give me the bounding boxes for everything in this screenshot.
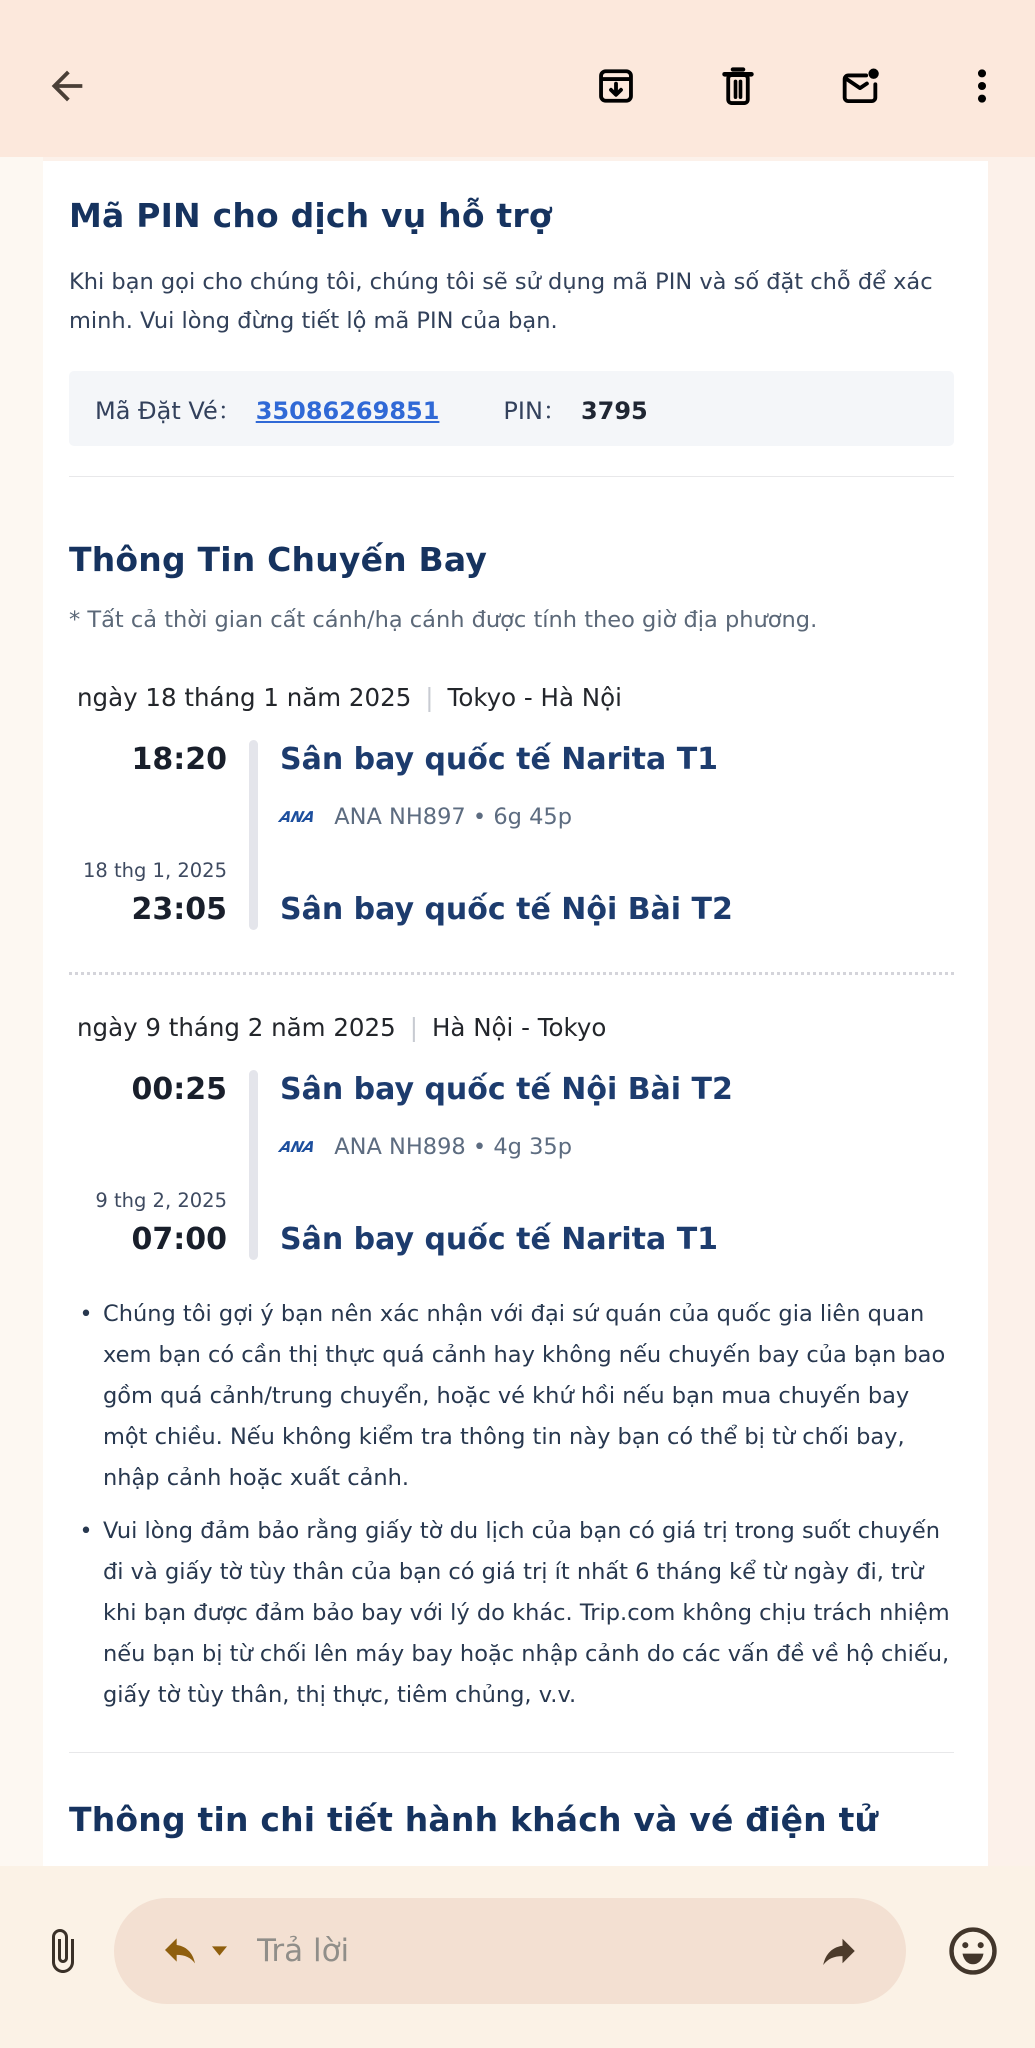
- pin-value: 3795: [580, 397, 648, 425]
- timeline-bar: [249, 1070, 258, 1260]
- carrier-info: [277, 804, 954, 830]
- departure-airport: Sân bay quốc tế Nội Bài T2: [280, 1072, 733, 1107]
- timeline-bar: [249, 740, 258, 930]
- paperclip-icon: [38, 1927, 86, 1975]
- booking-pin-box: [69, 371, 954, 446]
- segment-route: Hà Nội - Tokyo: [431, 1013, 607, 1042]
- departure-airport: Sân bay quốc tế Narita T1: [280, 742, 719, 777]
- list-item: [69, 1511, 954, 1716]
- segment-divider: [69, 972, 954, 975]
- carrier-text: ANA NH898 • 4g 35p: [334, 1134, 572, 1160]
- route-separator: |: [409, 1013, 418, 1042]
- arrow-back-icon: [44, 63, 90, 109]
- appbar-actions: [593, 63, 1005, 109]
- attach-file-button[interactable]: [38, 1927, 86, 1975]
- segment-date-route: [69, 1013, 954, 1042]
- local-time-note: * Tất cả thời gian cất cánh/hạ cánh được tính theo giờ địa phương.: [69, 607, 818, 633]
- app-bar: [0, 0, 1035, 157]
- flight-section-title: Thông Tin Chuyến Bay: [69, 540, 488, 579]
- departure-time: 00:25: [131, 1072, 227, 1107]
- back-button[interactable]: [44, 63, 90, 109]
- mark-unread-button[interactable]: [837, 63, 883, 109]
- email-scroll-area[interactable]: [0, 157, 1035, 2048]
- booking-code-link[interactable]: 35086269851: [255, 397, 440, 425]
- emoji-button[interactable]: [945, 1923, 1001, 1979]
- carrier-text: ANA NH897 • 6g 45p: [334, 804, 572, 830]
- trash-icon: [715, 63, 761, 109]
- ana-airline-logo: ANA: [277, 808, 317, 826]
- reply-icon: [160, 1930, 200, 1973]
- pin-section-title: Mã PIN cho dịch vụ hỗ trợ: [69, 196, 552, 235]
- section-divider: [69, 476, 954, 477]
- segment-date-route: [69, 683, 954, 712]
- arrival-date: 9 thg 2, 2025: [95, 1189, 227, 1212]
- mail-unread-icon: [837, 63, 883, 109]
- advisory-text: Vui lòng đảm bảo rằng giấy tờ du lịch của bạn có giá trị trong suốt chuyến đi và giấy tờ tùy thân của bạn có giá trị ít nhất 6 tháng kể từ ngày đi, trừ khi bạn được đảm bảo bay với lý do khác. Trip.com không chịu trách nhiệm nếu bạn bị từ chối lên máy bay hoặc nhập cảnh do các vấn đề về hộ chiếu, giấy tờ tùy thân, thị thực, tiêm chủng, v.v.: [103, 1518, 950, 1708]
- archive-icon: [593, 63, 639, 109]
- section-divider: [69, 1752, 954, 1753]
- advisory-list: [69, 1294, 954, 1716]
- reply-pill: [114, 1898, 906, 2004]
- reply-input[interactable]: [255, 1932, 818, 1970]
- delete-button[interactable]: [715, 63, 761, 109]
- archive-button[interactable]: [593, 63, 639, 109]
- arrival-time: 23:05: [131, 892, 227, 927]
- more-vert-icon: [959, 63, 1005, 109]
- pin-section-body: Khi bạn gọi cho chúng tôi, chúng tôi sẽ sử dụng mã PIN và số đặt chỗ để xác minh. Vui lòng đừng tiết lộ mã PIN của bạn.: [69, 269, 933, 334]
- arrival-airport: Sân bay quốc tế Narita T1: [280, 1222, 719, 1257]
- booking-code-label: Mã Đặt Vé：: [95, 397, 242, 425]
- email-body-card: [43, 161, 988, 2048]
- ana-airline-logo: ANA: [277, 1138, 317, 1156]
- forward-icon: [818, 1930, 860, 1972]
- pin-label: PIN：: [503, 397, 567, 425]
- arrival-airport: Sân bay quốc tế Nội Bài T2: [280, 892, 733, 927]
- advisory-text: Chúng tôi gợi ý bạn nên xác nhận với đại sứ quán của quốc gia liên quan xem bạn có cần thị thực quá cảnh hay không nếu chuyến bay của bạn bao gồm quá cảnh/trung chuyển, hoặc vé khứ hồi nếu bạn mua chuyến bay một chiều. Nếu không kiểm tra thông tin này bạn có thể bị từ chối bay, nhập cảnh hoặc xuất cảnh.: [103, 1301, 946, 1491]
- quick-reply-bar: [0, 1866, 1035, 2048]
- route-separator: |: [425, 683, 434, 712]
- bullet-marker: •: [79, 1519, 93, 1544]
- arrival-time: 07:00: [131, 1222, 227, 1257]
- smiley-icon: [945, 1923, 1001, 1979]
- flight-segment: [69, 1070, 954, 1260]
- list-item: [69, 1294, 954, 1499]
- arrival-date: 18 thg 1, 2025: [82, 859, 227, 882]
- reply-type-button[interactable]: [160, 1930, 227, 1973]
- bullet-marker: •: [79, 1302, 93, 1327]
- segment-date: ngày 18 tháng 1 năm 2025: [77, 683, 412, 712]
- flight-segment: [69, 740, 954, 930]
- segment-route: Tokyo - Hà Nội: [447, 683, 622, 712]
- forward-button[interactable]: [818, 1930, 860, 1972]
- chevron-down-icon: [212, 1944, 227, 1959]
- passenger-section-title: Thông tin chi tiết hành khách và vé điện tử: [69, 1800, 879, 1839]
- segment-date: ngày 9 tháng 2 năm 2025: [77, 1013, 396, 1042]
- more-options-button[interactable]: [959, 63, 1005, 109]
- carrier-info: [277, 1134, 954, 1160]
- departure-time: 18:20: [131, 742, 227, 777]
